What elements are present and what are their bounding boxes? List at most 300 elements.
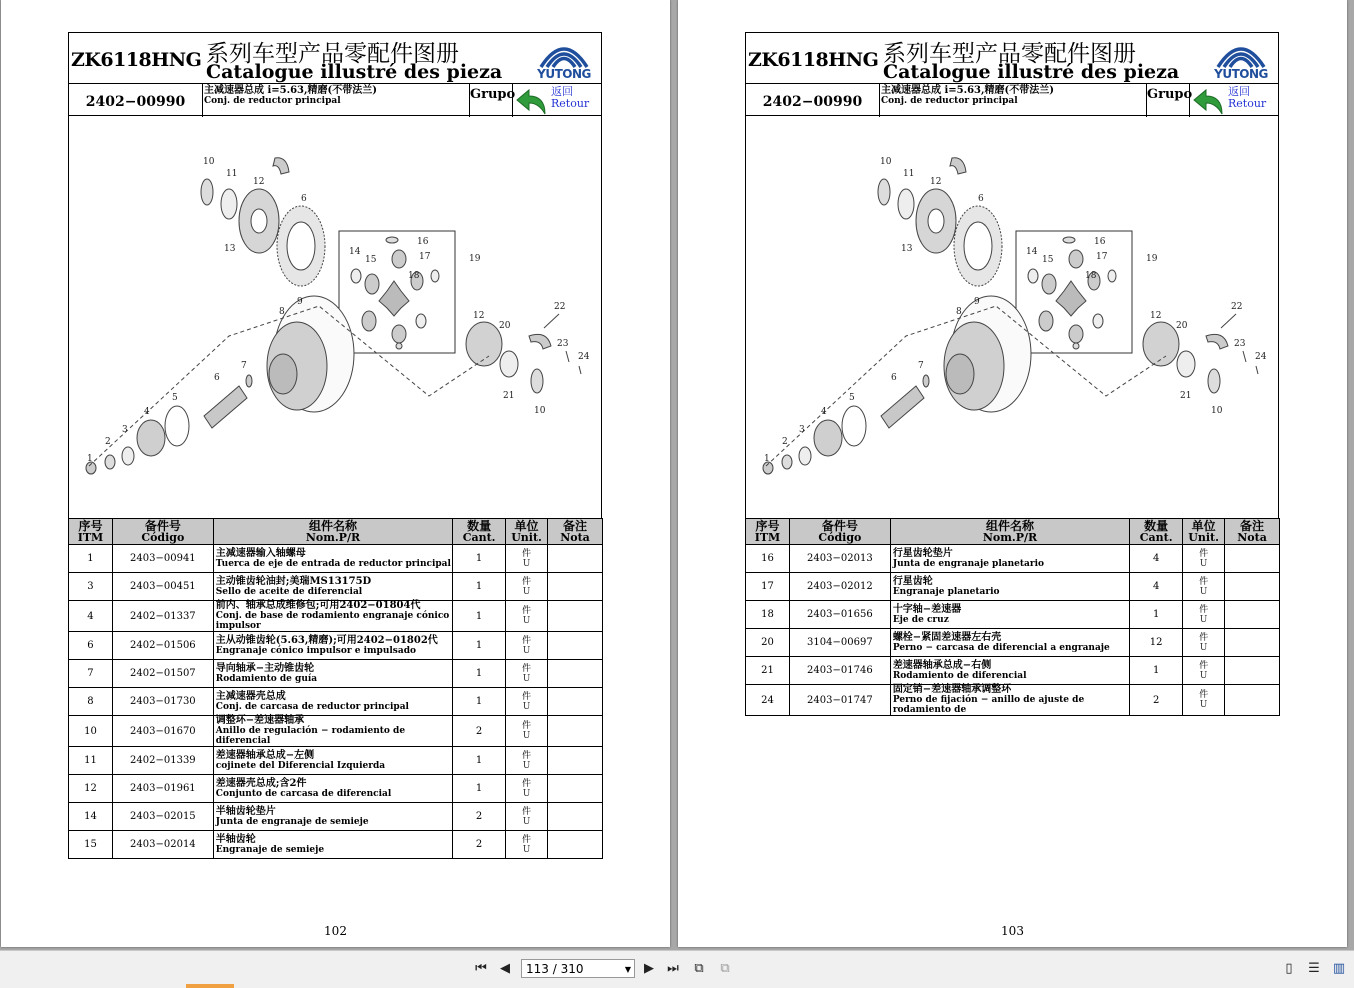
col-name: 组件名称 Nom.P/R (213, 519, 452, 545)
table-row (69, 688, 603, 716)
catalogue-header (68, 32, 602, 116)
svg-text:7: 7 (241, 361, 247, 371)
part-name-es: Rodamiento de guía (215, 673, 318, 684)
table-row (69, 545, 603, 573)
col-note: 备注 Nota (548, 519, 603, 545)
col-unit: 单位 Unit. (506, 519, 548, 545)
cell-unit (1183, 629, 1225, 657)
fit-page-icon[interactable]: ⧉ (694, 961, 704, 976)
model-name: ZK6118HNG (748, 49, 879, 71)
cell-name (213, 831, 452, 859)
svg-text:16: 16 (417, 237, 429, 247)
viewer-toolbar (0, 950, 1354, 988)
cell-name (213, 632, 452, 660)
cell-itm: 8 (69, 688, 113, 716)
unit-u: U (522, 558, 531, 569)
cell-qty: 1 (453, 688, 506, 716)
return-button[interactable] (515, 86, 599, 116)
svg-text:1: 1 (87, 454, 93, 464)
part-name-cn: 行星齿轮垫片 (892, 547, 953, 559)
cell-code: 2403−00451 (112, 573, 213, 601)
cell-note (548, 601, 603, 632)
parts-table-body (746, 545, 1280, 716)
cell-itm: 21 (746, 657, 790, 685)
svg-text:10: 10 (203, 157, 215, 167)
svg-text:1: 1 (764, 454, 770, 464)
cell-code: 2403−01961 (112, 775, 213, 803)
cell-unit (1183, 685, 1225, 716)
svg-text:2: 2 (105, 437, 111, 447)
part-name-es: cojinete del Diferencial Izquierda (215, 760, 386, 771)
part-name-es: Engranaje de semieje (215, 844, 325, 855)
cell-unit (506, 688, 548, 716)
cell-name (890, 545, 1129, 573)
cell-name (890, 629, 1129, 657)
unit-u: U (522, 788, 531, 799)
unit-cn: 件 (522, 606, 532, 616)
yutong-logo (533, 37, 595, 81)
table-row (69, 803, 603, 831)
cell-unit (506, 747, 548, 775)
logo-text: YUTONG (1214, 67, 1268, 81)
page-indicator: 113 / 310 (526, 962, 584, 976)
cell-unit (506, 632, 548, 660)
svg-text:18: 18 (1085, 271, 1097, 281)
unit-u: U (1199, 642, 1208, 653)
svg-text:4: 4 (144, 407, 150, 417)
cell-note (548, 747, 603, 775)
single-page-view-icon[interactable]: ▯ (1285, 961, 1293, 976)
cell-unit (506, 803, 548, 831)
assembly-description (881, 85, 1145, 116)
scroll-progress (186, 984, 234, 988)
unit-cn: 件 (1199, 548, 1209, 559)
model-name: ZK6118HNG (71, 49, 202, 71)
page-left (1, 0, 670, 947)
exploded-view-drawing (746, 116, 1278, 518)
return-arrow-icon (515, 86, 549, 116)
catalogue-title-fr: Catalogue illustré des pieza (206, 61, 503, 83)
table-row (69, 716, 603, 747)
part-name-cn: 主减速器壳总成 (215, 690, 286, 702)
svg-text:17: 17 (419, 252, 431, 262)
cell-note (1225, 685, 1280, 716)
cell-qty: 4 (1130, 545, 1183, 573)
cell-code: 2402−01506 (112, 632, 213, 660)
cell-itm: 6 (69, 632, 113, 660)
cell-qty: 1 (453, 660, 506, 688)
svg-text:7: 7 (918, 361, 924, 371)
unit-u: U (1199, 670, 1208, 681)
svg-text:5: 5 (172, 393, 178, 403)
svg-text:8: 8 (956, 307, 962, 317)
unit-cn: 件 (1199, 632, 1209, 643)
table-row (746, 629, 1280, 657)
table-row (69, 831, 603, 859)
last-page-icon[interactable]: ⏭ (667, 961, 679, 976)
cell-itm: 1 (69, 545, 113, 573)
svg-text:10: 10 (1211, 406, 1223, 416)
unit-cn: 件 (522, 548, 532, 559)
cell-qty: 1 (453, 632, 506, 660)
cell-note (548, 573, 603, 601)
cell-note (548, 775, 603, 803)
part-code: 2402−00990 (746, 84, 880, 117)
cell-name (213, 803, 452, 831)
page-right (678, 0, 1347, 947)
table-row (746, 685, 1280, 716)
cell-note (548, 831, 603, 859)
table-row (69, 632, 603, 660)
svg-text:4: 4 (821, 407, 827, 417)
cell-note (1225, 545, 1280, 573)
cell-code: 2402−01337 (112, 601, 213, 632)
cell-unit (1183, 657, 1225, 685)
cell-code: 2403−02014 (112, 831, 213, 859)
cell-itm: 12 (69, 775, 113, 803)
part-name-cn: 固定销−差速器轴承调整环 (892, 684, 1012, 695)
svg-text:19: 19 (1146, 254, 1158, 264)
return-label-fr: Retour (1228, 97, 1267, 110)
svg-text:16: 16 (1094, 237, 1106, 247)
svg-text:6: 6 (978, 194, 984, 204)
assembly-name-es: Conj. de reductor principal (204, 96, 341, 106)
cell-name (213, 775, 452, 803)
logo-text: YUTONG (537, 67, 591, 81)
col-itm: 序号 ITM (69, 519, 113, 545)
continuous-view-icon[interactable]: ☰ (1308, 961, 1320, 976)
unit-cn: 件 (522, 576, 532, 587)
svg-text:12: 12 (253, 177, 265, 187)
cell-code: 2403−01656 (789, 601, 890, 629)
page-number-input[interactable] (521, 959, 635, 978)
cell-name (890, 601, 1129, 629)
cell-itm: 14 (69, 803, 113, 831)
svg-text:21: 21 (1180, 391, 1192, 401)
svg-text:5: 5 (849, 393, 855, 403)
assembly-name-cn: 主减速器总成 i=5.63,精磨(不带法兰) (881, 85, 1054, 96)
table-row (69, 601, 603, 632)
cell-note (1225, 601, 1280, 629)
yutong-arc-icon (533, 37, 595, 69)
svg-text:6: 6 (891, 373, 897, 383)
unit-u: U (522, 645, 531, 656)
first-page-icon[interactable]: ⏮ (475, 961, 487, 976)
cell-qty: 1 (453, 573, 506, 601)
return-label-cn: 返回 (551, 85, 573, 98)
cell-code: 2403−02013 (789, 545, 890, 573)
cell-itm: 3 (69, 573, 113, 601)
cell-note (548, 716, 603, 747)
cell-unit (1183, 601, 1225, 629)
table-row (69, 747, 603, 775)
cell-code: 2403−02012 (789, 573, 890, 601)
col-code: 备件号 Código (112, 519, 213, 545)
cell-name (890, 573, 1129, 601)
cell-qty: 2 (453, 831, 506, 859)
cell-qty: 1 (1130, 601, 1183, 629)
cell-note (548, 660, 603, 688)
part-name-cn: 半轴齿轮垫片 (215, 805, 276, 817)
svg-text:15: 15 (1042, 255, 1054, 265)
unit-u: U (1199, 700, 1208, 710)
cell-note (548, 632, 603, 660)
exploded-view-diagram (68, 116, 602, 518)
cell-name (213, 601, 452, 632)
table-header-row (746, 519, 1280, 545)
part-name-cn: 半轴齿轮 (215, 833, 256, 845)
cell-itm: 20 (746, 629, 790, 657)
unit-cn: 件 (522, 721, 532, 731)
grupo-label: Grupo (1146, 84, 1190, 117)
cell-qty: 4 (1130, 573, 1183, 601)
cell-note (1225, 657, 1280, 685)
part-name-es: Anillo de regulación − rodamiento de diferencial (215, 726, 406, 746)
table-row (746, 545, 1280, 573)
svg-text:22: 22 (1231, 302, 1243, 312)
part-name-es: Engranaje planetario (892, 586, 1000, 597)
cell-code: 2403−01746 (789, 657, 890, 685)
part-name-es: Junta de engranaje de semieje (215, 816, 369, 827)
part-name-cn: 主从动锥齿轮(5.63,精磨);可用2402−01802代 (215, 634, 438, 646)
cell-name (213, 573, 452, 601)
table-row (746, 657, 1280, 685)
svg-text:9: 9 (297, 297, 303, 307)
svg-text:24: 24 (578, 352, 590, 362)
part-name-es: Tuerca de eje de entrada de reductor principal (215, 558, 451, 569)
cell-name (213, 688, 452, 716)
part-name-cn: 调整环−差速器轴承 (215, 715, 305, 726)
cell-code: 2403−01730 (112, 688, 213, 716)
svg-text:13: 13 (224, 244, 236, 254)
svg-text:13: 13 (901, 244, 913, 254)
cell-name (890, 685, 1129, 716)
exploded-view-diagram (745, 116, 1279, 518)
page-number: 102 (324, 924, 347, 938)
part-name-cn: 导向轴承−主动锥齿轮 (215, 662, 315, 674)
cell-itm: 4 (69, 601, 113, 632)
part-name-es: Junta de engranaje planetario (892, 558, 1045, 569)
unit-cn: 件 (522, 778, 532, 789)
page-number: 103 (1001, 924, 1024, 938)
part-name-cn: 螺栓−紧固差速器左右壳 (892, 631, 1002, 643)
part-name-es: Conj. de base de rodamiento engranaje cónico impulsor (215, 611, 450, 631)
svg-text:23: 23 (1234, 339, 1246, 349)
unit-u: U (522, 701, 531, 712)
svg-text:18: 18 (408, 271, 420, 281)
part-name-es: Eje de cruz (892, 614, 949, 625)
svg-text:12: 12 (930, 177, 942, 187)
unit-cn: 件 (522, 806, 532, 817)
svg-text:11: 11 (226, 169, 238, 179)
cell-qty: 2 (453, 803, 506, 831)
cell-code: 2402−01339 (112, 747, 213, 775)
previous-page-icon[interactable]: ◀ (500, 961, 510, 976)
exploded-view-drawing (69, 116, 601, 518)
cell-qty: 1 (1130, 657, 1183, 685)
parts-table (745, 518, 1280, 716)
cell-note (1225, 629, 1280, 657)
col-note: 备注 Nota (1225, 519, 1280, 545)
col-name: 组件名称 Nom.P/R (890, 519, 1129, 545)
col-code: 备件号 Código (789, 519, 890, 545)
unit-u: U (522, 844, 531, 855)
cell-unit (506, 573, 548, 601)
table-row (69, 775, 603, 803)
svg-text:14: 14 (349, 247, 361, 257)
part-name-cn: 行星齿轮 (892, 575, 933, 587)
unit-cn: 件 (1199, 690, 1209, 700)
part-name-cn: 差速器壳总成;含2件 (215, 777, 307, 789)
fit-width-icon[interactable]: ⧉ (720, 961, 730, 976)
part-name-cn: 十字轴−差速器 (892, 603, 962, 615)
svg-text:20: 20 (1176, 321, 1188, 331)
part-name-cn: 差速器轴承总成−右侧 (892, 659, 992, 671)
cell-itm: 17 (746, 573, 790, 601)
unit-cn: 件 (522, 834, 532, 845)
cell-unit (506, 545, 548, 573)
cell-note (548, 545, 603, 573)
table-header-row (69, 519, 603, 545)
chevron-down-icon[interactable]: ▼ (624, 965, 631, 974)
unit-u: U (522, 673, 531, 684)
catalogue-header (745, 32, 1279, 116)
cell-qty: 2 (453, 716, 506, 747)
cell-itm: 16 (746, 545, 790, 573)
cell-code: 3104−00697 (789, 629, 890, 657)
part-code: 2402−00990 (69, 84, 203, 117)
unit-u: U (522, 586, 531, 597)
cell-name (213, 716, 452, 747)
unit-u: U (522, 731, 531, 741)
cell-note (1225, 573, 1280, 601)
cell-qty: 1 (453, 747, 506, 775)
svg-text:10: 10 (880, 157, 892, 167)
cell-unit (506, 660, 548, 688)
grupo-label: Grupo (469, 84, 513, 117)
assembly-name-cn: 主减速器总成 i=5.63,精磨(不带法兰) (204, 85, 377, 96)
col-itm: 序号 ITM (746, 519, 790, 545)
unit-cn: 件 (1199, 576, 1209, 587)
unit-cn: 件 (522, 691, 532, 702)
cell-itm: 24 (746, 685, 790, 716)
unit-cn: 件 (522, 750, 532, 761)
return-button[interactable] (1192, 86, 1276, 116)
unit-u: U (1199, 586, 1208, 597)
cell-itm: 15 (69, 831, 113, 859)
svg-text:8: 8 (279, 307, 285, 317)
svg-text:17: 17 (1096, 252, 1108, 262)
svg-text:14: 14 (1026, 247, 1038, 257)
cell-qty: 1 (453, 545, 506, 573)
table-row (69, 573, 603, 601)
cell-qty: 1 (453, 601, 506, 632)
part-name-es: Perno − carcasa de diferencial a engranaje (892, 642, 1110, 653)
part-name-cn: 主减速器输入轴螺母 (215, 547, 306, 559)
cell-unit (506, 775, 548, 803)
unit-cn: 件 (522, 663, 532, 674)
part-name-es: Sello de aceite de diferencial (215, 586, 363, 597)
svg-text:12: 12 (1150, 311, 1162, 321)
table-row (746, 601, 1280, 629)
cell-name (890, 657, 1129, 685)
unit-cn: 件 (1199, 660, 1209, 671)
assembly-description (204, 85, 468, 116)
col-qty: 数量 Cant. (453, 519, 506, 545)
cell-unit (506, 601, 548, 632)
svg-text:3: 3 (122, 425, 128, 435)
yutong-arc-icon (1210, 37, 1272, 69)
cell-name (213, 660, 452, 688)
catalogue-title-cn: 系列车型产品零配件图册 (883, 41, 1136, 67)
unit-u: U (522, 760, 531, 771)
cell-unit (506, 716, 548, 747)
svg-text:3: 3 (799, 425, 805, 435)
cell-name (213, 545, 452, 573)
part-name-es: Rodamiento de diferencial (892, 670, 1027, 681)
cell-unit (506, 831, 548, 859)
cell-itm: 11 (69, 747, 113, 775)
cell-qty: 12 (1130, 629, 1183, 657)
svg-text:6: 6 (301, 194, 307, 204)
part-name-cn: 主动锥齿轮油封;美瑞MS13175D (215, 575, 372, 587)
cell-code: 2403−00941 (112, 545, 213, 573)
part-name-es: Conjunto de carcasa de diferencial (215, 788, 392, 799)
unit-cn: 件 (1199, 604, 1209, 615)
cell-unit (1183, 573, 1225, 601)
cell-note (548, 688, 603, 716)
cell-qty: 1 (453, 775, 506, 803)
return-arrow-icon (1192, 86, 1226, 116)
next-page-icon[interactable]: ▶ (644, 961, 654, 976)
svg-text:24: 24 (1255, 352, 1267, 362)
catalogue-title-cn: 系列车型产品零配件图册 (206, 41, 459, 67)
svg-text:22: 22 (554, 302, 566, 312)
svg-text:11: 11 (903, 169, 915, 179)
table-row (69, 660, 603, 688)
cell-code: 2403−01670 (112, 716, 213, 747)
svg-text:20: 20 (499, 321, 511, 331)
catalogue-title-fr: Catalogue illustré des pieza (883, 61, 1180, 83)
part-name-es: Conj. de carcasa de reductor principal (215, 701, 409, 712)
svg-text:6: 6 (214, 373, 220, 383)
cell-name (213, 747, 452, 775)
assembly-name-es: Conj. de reductor principal (881, 96, 1018, 106)
svg-text:15: 15 (365, 255, 377, 265)
part-name-cn: 前内、轴承总成维修包;可用2402−01804代 (215, 600, 421, 611)
two-page-view-icon[interactable]: ▥ (1332, 961, 1346, 976)
col-unit: 单位 Unit. (1183, 519, 1225, 545)
part-name-cn: 差速器轴承总成−左侧 (215, 749, 315, 761)
parts-table-body (69, 545, 603, 859)
unit-u: U (1199, 614, 1208, 625)
unit-u: U (522, 816, 531, 827)
svg-text:9: 9 (974, 297, 980, 307)
part-name-es: Engranaje cónico impulsor e impulsado (215, 645, 416, 656)
svg-text:2: 2 (782, 437, 788, 447)
cell-note (548, 803, 603, 831)
col-qty: 数量 Cant. (1130, 519, 1183, 545)
cell-qty: 2 (1130, 685, 1183, 716)
unit-cn: 件 (522, 635, 532, 646)
svg-text:19: 19 (469, 254, 481, 264)
parts-table (68, 518, 603, 859)
cell-unit (1183, 545, 1225, 573)
svg-text:23: 23 (557, 339, 569, 349)
return-label-cn: 返回 (1228, 85, 1250, 98)
unit-u: U (1199, 558, 1208, 569)
svg-text:12: 12 (473, 311, 485, 321)
